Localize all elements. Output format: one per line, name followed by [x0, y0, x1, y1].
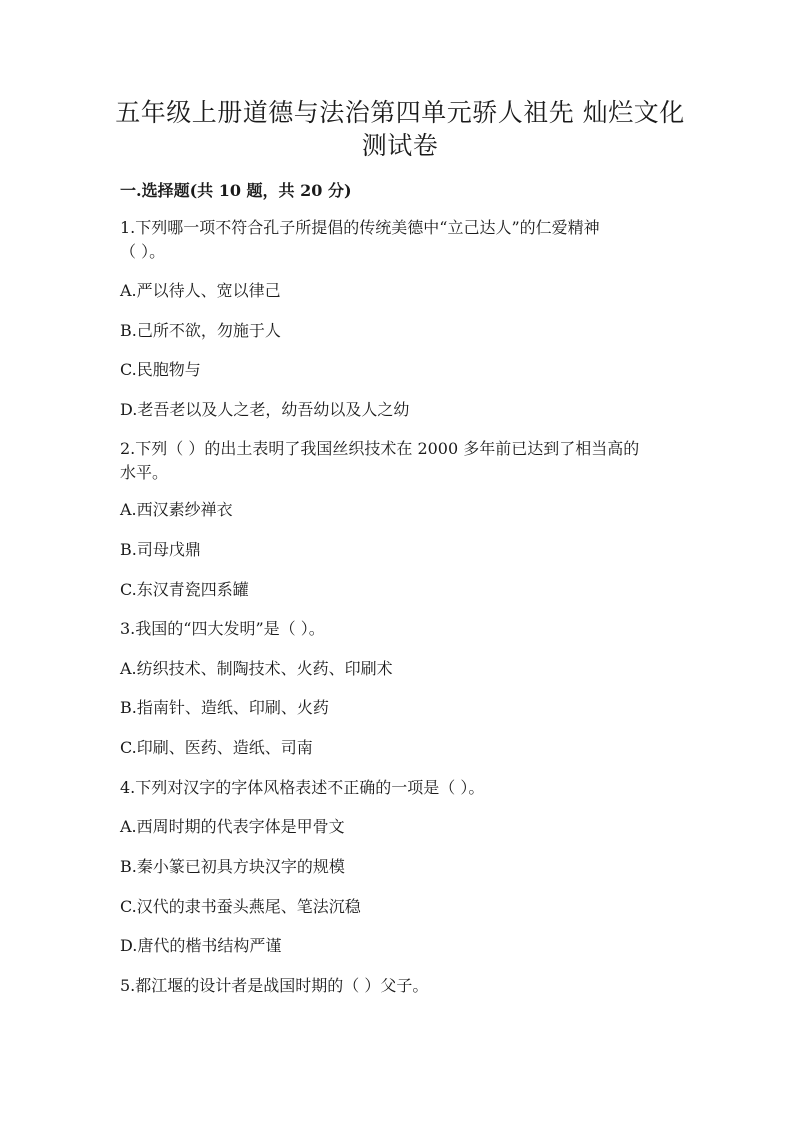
question-1-stem-line-2: （ ）。 — [120, 242, 166, 261]
question-2-option-b: B.司母戊鼎 — [120, 540, 201, 559]
page-title — [60, 96, 740, 162]
question-2-stem-line-2: 水平。 — [120, 463, 169, 482]
section-heading: 一.选择题(共 10 题，共 20 分) — [120, 181, 352, 200]
question-1-stem-line-1: 1.下列哪一项不符合孔子所提倡的传统美德中“立己达人”的仁爱精神 — [120, 218, 600, 237]
question-1-option-c: C.民胞物与 — [120, 360, 201, 379]
title-line-1: 五年级上册道德与法治第四单元骄人祖先 灿烂文化 — [115, 98, 685, 127]
question-4-option-c: C.汉代的隶书蚕头燕尾、笔法沉稳 — [120, 897, 361, 916]
question-4-option-d: D.唐代的楷书结构严谨 — [120, 936, 282, 955]
question-4-option-b: B.秦小篆已初具方块汉字的规模 — [120, 857, 345, 876]
question-4-stem: 4.下列对汉字的字体风格表述不正确的一项是（ ）。 — [120, 778, 485, 797]
question-1-option-d: D.老吾老以及人之老，幼吾幼以及人之幼 — [120, 400, 410, 419]
question-3-option-a: A.纺织技术、制陶技术、火药、印刷术 — [120, 659, 393, 678]
question-1-option-b: B.己所不欲，勿施于人 — [120, 321, 281, 340]
question-1-option-a: A.严以待人、宽以律己 — [120, 281, 281, 300]
question-2-option-a: A.西汉素纱禅衣 — [120, 500, 233, 519]
question-3-stem: 3.我国的“四大发明”是（ ）。 — [120, 619, 325, 638]
question-5-stem: 5.都江堰的设计者是战国时期的（ ）父子。 — [120, 976, 429, 995]
question-3-option-b: B.指南针、造纸、印刷、火药 — [120, 698, 329, 717]
question-4-option-a: A.西周时期的代表字体是甲骨文 — [120, 817, 345, 836]
question-2-option-c: C.东汉青瓷四系罐 — [120, 580, 249, 599]
question-2-stem-line-1: 2.下列（ ）的出土表明了我国丝织技术在 2000 多年前已达到了相当高的 — [120, 439, 640, 458]
title-line-2: 测试卷 — [361, 131, 439, 160]
question-3-option-c: C.印刷、医药、造纸、司南 — [120, 738, 313, 757]
